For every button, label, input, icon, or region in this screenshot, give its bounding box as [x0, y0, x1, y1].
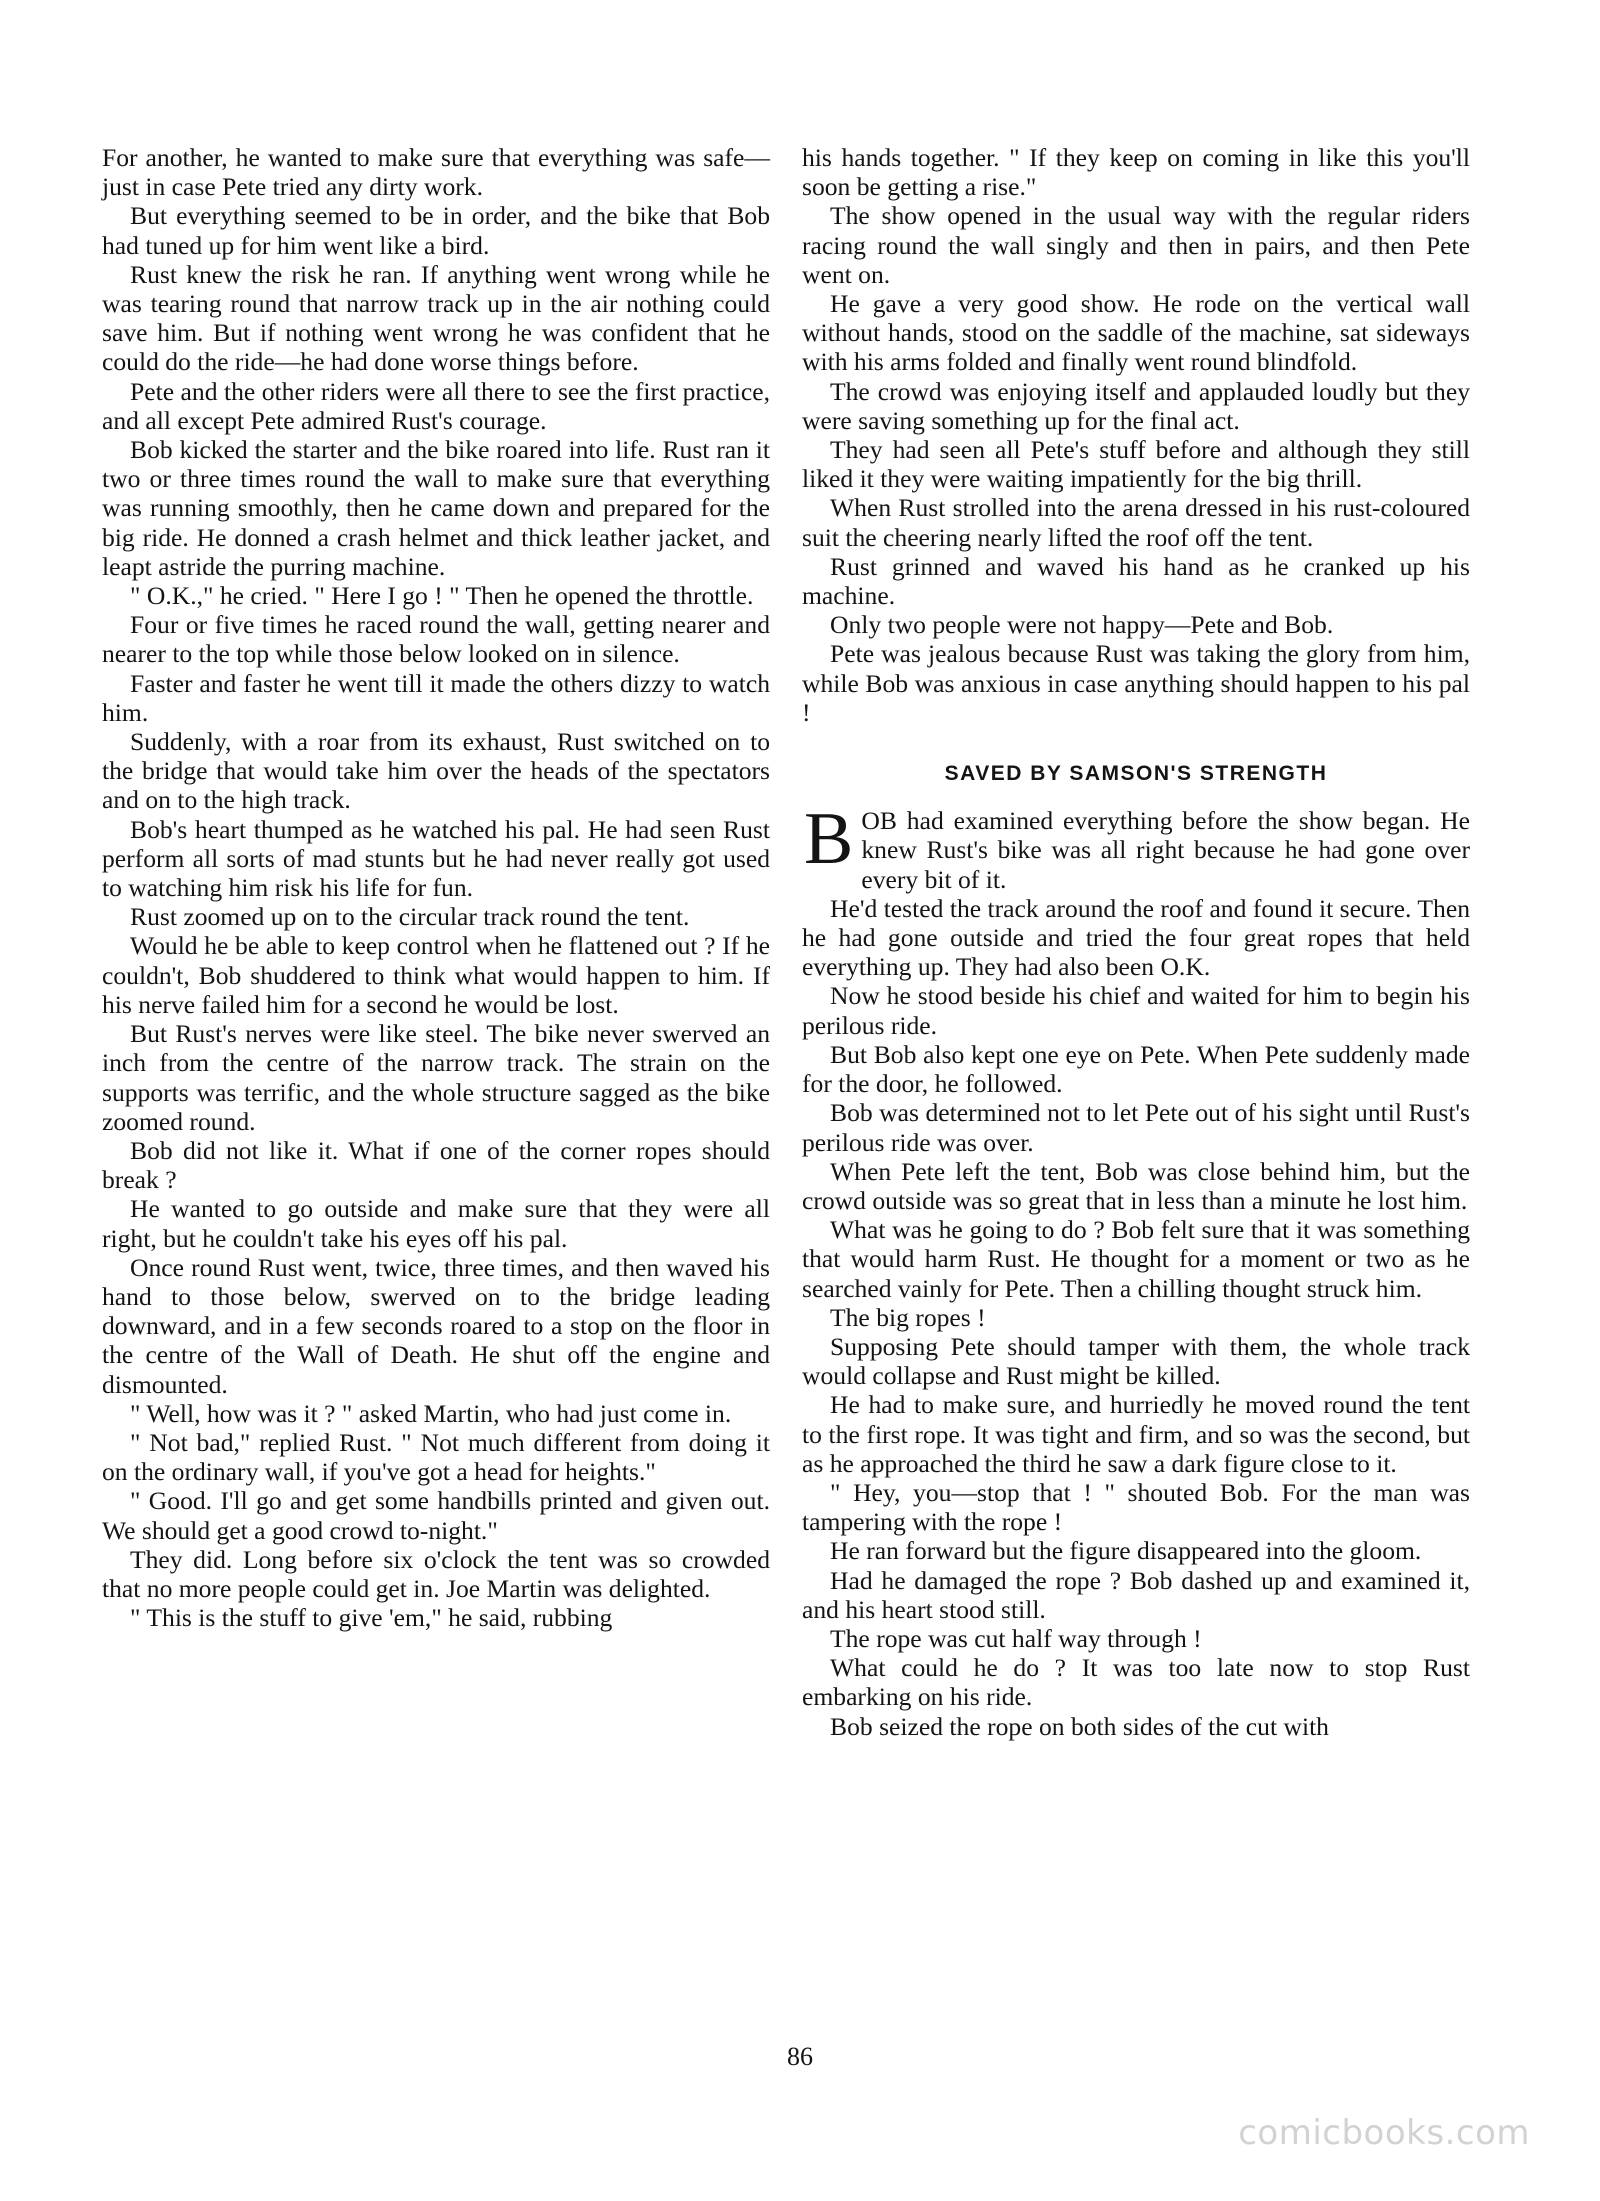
paragraph: They did. Long before six o'clock the tent was so crowded that no more people could get in. Joe Martin was delighted.: [102, 1544, 770, 1603]
right-column: [802, 143, 1470, 1741]
paragraph: Suddenly, with a roar from its exhaust, Rust switched on to the bridge that would take him over the heads of the spectators and on to the high track.: [102, 727, 770, 815]
dropcap-paragraph-text: OB had examined everything before the show began. He knew Rust's bike was all right because he had gone over every bit of it.: [861, 806, 1470, 894]
paragraph: But everything seemed to be in order, and the bike that Bob had tuned up for him went like a bird.: [102, 201, 770, 260]
paragraph: The show opened in the usual way with the regular riders racing round the wall singly and then in pairs, and then Pete went on.: [802, 201, 1470, 289]
paragraph: The rope was cut half way through !: [830, 1623, 1202, 1653]
paragraph: For another, he wanted to make sure that everything was safe—just in case Pete tried any dirty work.: [102, 143, 770, 202]
paragraph: his hands together. " If they keep on coming in like this you'll soon be getting a rise.": [802, 143, 1470, 202]
paragraph: Once round Rust went, twice, three times, and then waved his hand to those below, swerved on to the bridge leading downward, and in a few seconds roared to a stop on the floor in the centre of the Wall of Death. He shut off the engine and dismounted.: [102, 1252, 770, 1399]
paragraph: Bob seized the rope on both sides of the cut with: [830, 1711, 1329, 1741]
page-number: 86: [787, 2042, 813, 2071]
paragraph: " Not bad," replied Rust. " Not much different from doing it on the ordinary wall, if you've got a head for heights.": [102, 1427, 770, 1487]
dropcap-paragraph: [802, 798, 1470, 894]
paragraph: The crowd was enjoying itself and applauded loudly but they were saving something up for the final act.: [802, 376, 1470, 435]
paragraph: The big ropes !: [830, 1302, 986, 1332]
paragraph: " Good. I'll go and get some handbills printed and given out. We should get a good crowd to-night.": [102, 1486, 770, 1545]
paragraph: Rust knew the risk he ran. If anything went wrong while he was tearing round that narrow track up in the air nothing could save him. But if nothing went wrong he was confident that he could do the ride—he had done worse things before.: [102, 259, 770, 377]
paragraph: What could he do ? It was too late now to stop Rust embarking on his ride.: [802, 1653, 1470, 1712]
paragraph: Faster and faster he went till it made the others dizzy to watch him.: [102, 668, 770, 727]
paragraph: They had seen all Pete's stuff before and although they still liked it they were waiting impatiently for the big thrill.: [802, 435, 1470, 494]
paragraph: When Pete left the tent, Bob was close behind him, but the crowd outside was so great that in less than a minute he lost him.: [802, 1156, 1470, 1215]
watermark: comicbooks.com: [1238, 2113, 1530, 2153]
paragraph: He had to make sure, and hurriedly he moved round the tent to the first rope. It was tight and firm, and so was the second, but as he approached the third he saw a dark figure close to it.: [802, 1390, 1470, 1478]
paragraph: Pete was jealous because Rust was taking the glory from him, while Bob was anxious in case anything should happen to his pal !: [802, 639, 1470, 727]
paragraph: Rust grinned and waved his hand as he cranked up his machine.: [802, 551, 1470, 611]
paragraph: When Rust strolled into the arena dressed in his rust-coloured suit the cheering nearly lifted the roof off the tent.: [802, 493, 1470, 552]
paragraph: " Well, how was it ? " asked Martin, who had just come in.: [130, 1398, 732, 1428]
drop-cap: B: [804, 798, 854, 881]
paragraph: Four or five times he raced round the wall, getting nearer and nearer to the top while those below looked on in silence.: [102, 610, 770, 669]
paragraph: Had he damaged the rope ? Bob dashed up and examined it, and his heart stood still.: [802, 1565, 1470, 1624]
paragraph: But Rust's nerves were like steel. The bike never swerved an inch from the centre of the narrow track. The strain on the supports was terrific, and the whole structure sagged as the bike zoomed round.: [102, 1019, 770, 1136]
paragraph: Bob did not like it. What if one of the corner ropes should break ?: [102, 1135, 770, 1195]
paragraph: What was he going to do ? Bob felt sure that it was something that would harm Rust. He thought for a moment or two as he searched vainly for Pete. Then a chilling thought struck him.: [802, 1215, 1470, 1303]
paragraph: Would he be able to keep control when he flattened out ? If he couldn't, Bob shuddered to think what would happen to him. If his nerve failed him for a second he would be lost.: [102, 931, 770, 1019]
paragraph: He'd tested the track around the roof and found it secure. Then he had gone outside and tried the four great ropes that held everything up. They had also been O.K.: [802, 893, 1470, 982]
paragraph: " O.K.," he cried. " Here I go ! " Then he opened the throttle.: [130, 581, 754, 611]
paragraph: Supposing Pete should tamper with them, the whole track would collapse and Rust might be killed.: [802, 1331, 1470, 1391]
paragraph: Now he stood beside his chief and waited for him to begin his perilous ride.: [802, 981, 1470, 1040]
paragraph: But Bob also kept one eye on Pete. When Pete suddenly made for the door, he followed.: [802, 1039, 1470, 1099]
paragraph: Pete and the other riders were all there to see the first practice, and all except Pete admired Rust's courage.: [102, 376, 770, 435]
paragraph: Rust zoomed up on to the circular track round the tent.: [130, 902, 690, 932]
paragraph: Bob kicked the starter and the bike roared into life. Rust ran it two or three times round the wall to make sure that everything was running smoothly, then he came down and prepared for the big ride. He donned a crash helmet and thick leather jacket, and leapt astride the purring machine.: [102, 435, 770, 581]
paragraph: He gave a very good show. He rode on the vertical wall without hands, stood on the saddle of the machine, sat sideways with his arms folded and finally went round blindfold.: [802, 289, 1470, 377]
paragraph: He ran forward but the figure disappeared into the gloom.: [830, 1536, 1422, 1566]
paragraph: He wanted to go outside and make sure that they were all right, but he couldn't take his eyes off his pal.: [102, 1194, 770, 1253]
section-heading: SAVED BY SAMSON'S STRENGTH: [944, 762, 1328, 786]
paragraph: " This is the stuff to give 'em," he said, rubbing: [130, 1603, 613, 1633]
paragraph: Bob's heart thumped as he watched his pal. He had seen Rust perform all sorts of mad stunts but he had never really got used to watching him risk his life for fun.: [102, 814, 770, 903]
paragraph: Only two people were not happy—Pete and Bob.: [830, 610, 1334, 640]
left-column: [102, 143, 770, 1632]
paragraph: Bob was determined not to let Pete out of his sight until Rust's perilous ride was over.: [802, 1098, 1470, 1157]
paragraph: " Hey, you—stop that ! " shouted Bob. For the man was tampering with the rope !: [802, 1477, 1470, 1537]
